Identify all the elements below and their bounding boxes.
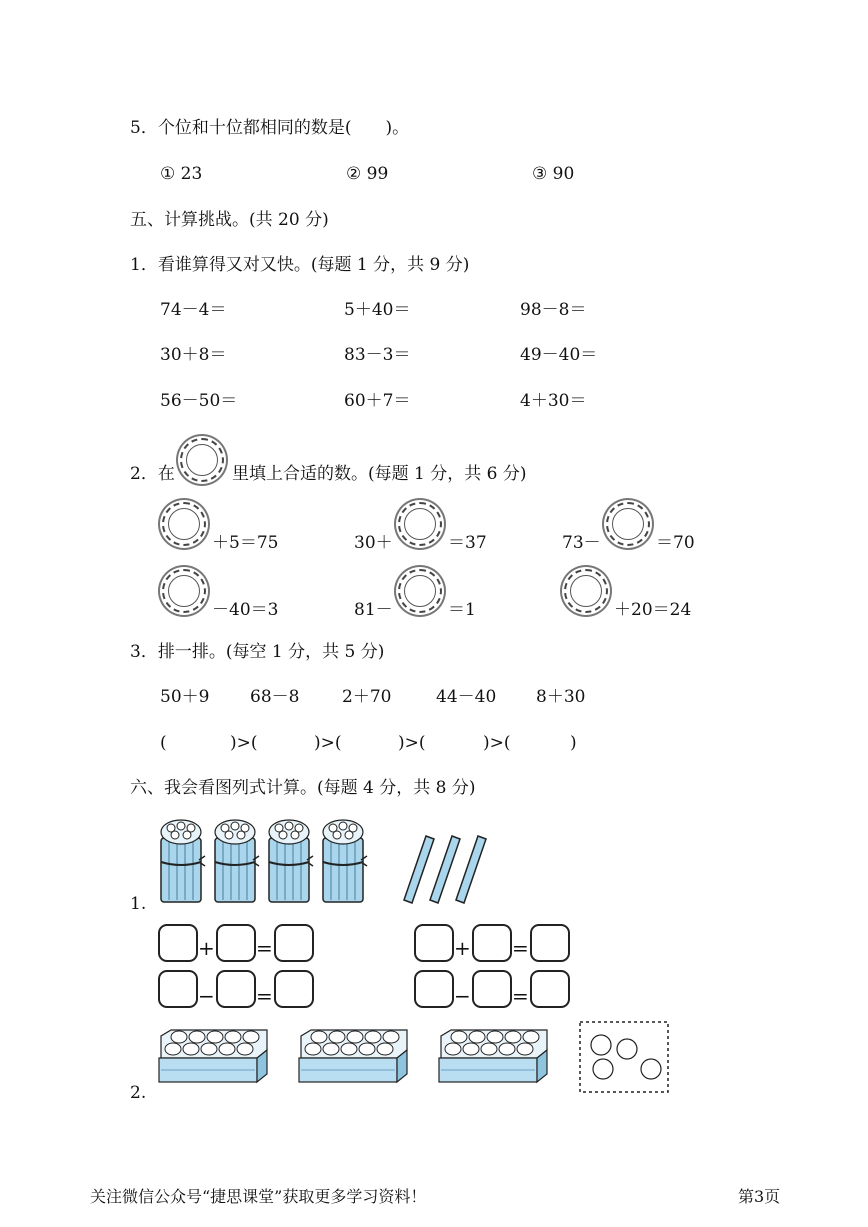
answer-box[interactable]	[216, 970, 256, 1008]
calc-item: 74－4＝	[160, 300, 227, 320]
answer-box[interactable]	[274, 970, 314, 1008]
fill-expr: －40＝3	[212, 600, 279, 620]
answer-box[interactable]	[274, 924, 314, 962]
fill-expr: 30＋	[354, 533, 393, 553]
section6-title: 六、我会看图列式计算。(每题 4 分，共 8 分)	[130, 778, 476, 798]
answer-box[interactable]	[158, 924, 198, 962]
section5-title: 五、计算挑战。(共 20 分)	[130, 210, 329, 230]
section5-sub2-prefix: 2．在	[130, 464, 175, 484]
answer-ring-input[interactable]	[606, 502, 650, 546]
answer-box[interactable]	[530, 970, 570, 1008]
section5-sub1-title: 1．看谁算得又对又快。(每题 1 分，共 9 分)	[130, 255, 470, 275]
equals-sign: =	[256, 936, 273, 960]
egg-trays-illustration	[157, 1028, 577, 1088]
answer-ring-input[interactable]	[162, 569, 206, 613]
q5-question: 5．个位和十位都相同的数是( )。	[130, 118, 410, 138]
equals-sign: =	[512, 936, 529, 960]
section5-sub3-title: 3．排一排。(每空 1 分，共 5 分)	[130, 642, 385, 662]
fill-expr: ＝1	[448, 600, 476, 620]
answer-ring-icon	[180, 438, 224, 482]
calc-item: 56－50＝	[160, 391, 238, 411]
answer-box[interactable]	[472, 924, 512, 962]
order-blank: )	[570, 733, 577, 753]
minus-sign: −	[454, 984, 471, 1008]
footer-note: 关注微信公众号“捷思课堂”获取更多学习资料！	[90, 1187, 427, 1206]
loose-eggs-box	[579, 1021, 669, 1093]
equals-sign: =	[256, 984, 273, 1008]
answer-box[interactable]	[414, 970, 454, 1008]
order-blank[interactable]: )>(	[483, 733, 511, 753]
calc-item: 5＋40＝	[344, 300, 411, 320]
order-blank[interactable]: )>(	[314, 733, 342, 753]
fill-expr: 81－	[354, 600, 393, 620]
section5-sub2-suffix: 里填上合适的数。(每题 1 分，共 6 分)	[232, 464, 527, 484]
order-blank[interactable]: )>(	[230, 733, 258, 753]
page-number: 第3页	[738, 1187, 781, 1206]
calc-item: 30＋8＝	[160, 345, 227, 365]
section6-q2-label: 2.	[130, 1083, 147, 1103]
equals-sign: =	[512, 984, 529, 1008]
answer-ring-input[interactable]	[398, 502, 442, 546]
answer-ring-input[interactable]	[162, 502, 206, 546]
answer-ring-input[interactable]	[564, 569, 608, 613]
calc-item: 49－40＝	[520, 345, 598, 365]
order-blank: (	[160, 733, 167, 753]
plus-sign: +	[454, 936, 471, 960]
fill-expr: ＋5＝75	[212, 533, 279, 553]
answer-box[interactable]	[414, 924, 454, 962]
fill-expr: ＝37	[448, 533, 487, 553]
loose-sticks-illustration	[398, 830, 498, 910]
answer-box[interactable]	[472, 970, 512, 1008]
answer-box[interactable]	[158, 970, 198, 1008]
stick-bundle-icon	[161, 820, 205, 902]
fill-expr: ＋20＝24	[614, 600, 692, 620]
q5-option-2[interactable]: ② 99	[346, 164, 389, 184]
fill-expr: ＝70	[656, 533, 695, 553]
calc-item: 83－3＝	[344, 345, 411, 365]
q5-option-3[interactable]: ③ 90	[532, 164, 575, 184]
answer-box[interactable]	[530, 924, 570, 962]
calc-item: 98－8＝	[520, 300, 587, 320]
plus-sign: +	[198, 936, 215, 960]
answer-ring-input[interactable]	[398, 569, 442, 613]
minus-sign: −	[198, 984, 215, 1008]
calc-item: 60＋7＝	[344, 391, 411, 411]
fill-expr: 73－	[562, 533, 601, 553]
order-expression: 68－8	[250, 687, 300, 707]
order-blank[interactable]: )>(	[398, 733, 426, 753]
order-expression: 8＋30	[536, 687, 586, 707]
q5-option-1[interactable]: ① 23	[160, 164, 203, 184]
order-expression: 50＋9	[160, 687, 210, 707]
egg-tray-icon	[159, 1030, 267, 1082]
calc-item: 4＋30＝	[520, 391, 587, 411]
order-expression: 2＋70	[342, 687, 392, 707]
order-expression: 44－40	[436, 687, 497, 707]
section6-q1-label: 1.	[130, 894, 147, 914]
answer-box[interactable]	[216, 924, 256, 962]
